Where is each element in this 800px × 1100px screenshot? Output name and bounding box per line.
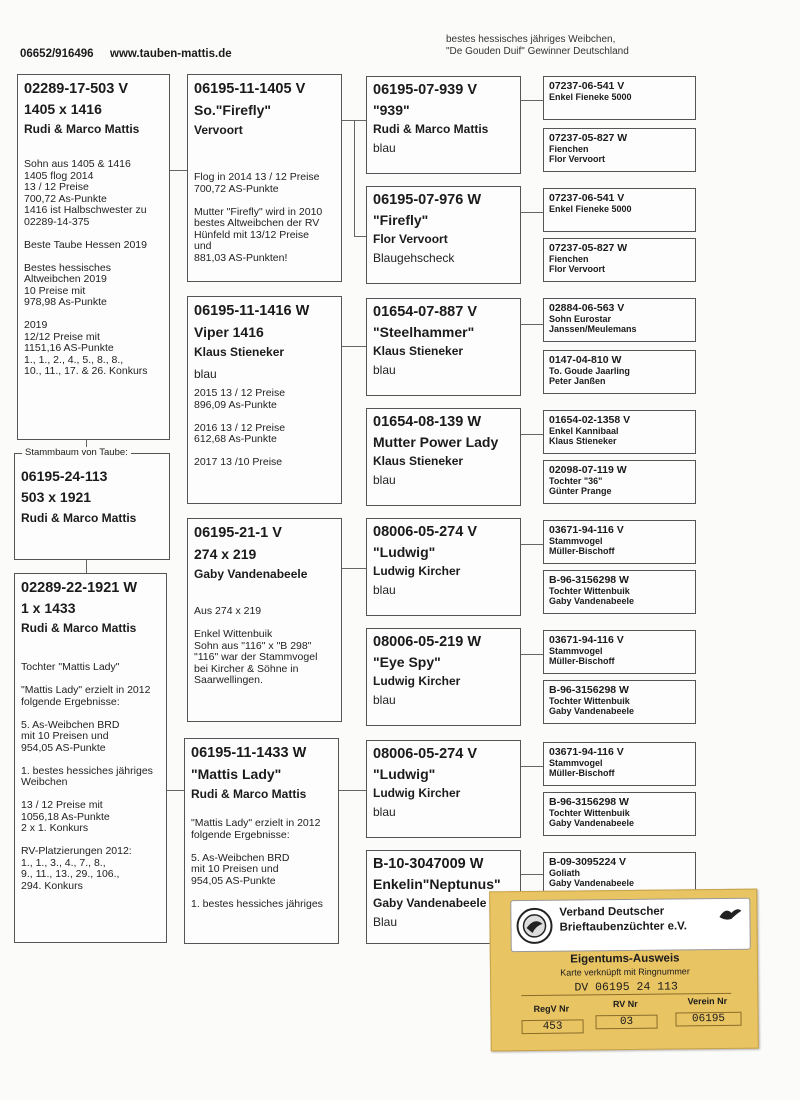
- gen4-11-id: 03671-94-116 V: [549, 634, 624, 646]
- gen3-7-color: blau: [373, 805, 396, 819]
- dam-id: 02289-22-1921 W: [21, 580, 138, 596]
- gen3-6-color: blau: [373, 693, 396, 707]
- gen4-box-10: [543, 570, 696, 614]
- gen4-6-id: 0147-04-810 W: [549, 354, 622, 366]
- gen4-box-12: [543, 680, 696, 724]
- gen3-8-id: B-10-3047009 W: [373, 856, 484, 872]
- subject-id: 06195-24-113: [21, 468, 108, 484]
- sire-name: 1405 x 1416: [24, 101, 102, 117]
- gen4-box-8: [543, 460, 696, 504]
- gen3-6-breeder: Ludwig Kircher: [373, 674, 461, 688]
- gen3-7-breeder: Ludwig Kircher: [373, 786, 461, 800]
- gen3-7-id: 08006-05-274 V: [373, 746, 477, 762]
- connector: [521, 766, 543, 767]
- gen3-1-color: blau: [373, 141, 396, 155]
- gsp-breeder: Vervoort: [194, 123, 243, 137]
- sire-notes: Sohn aus 1405 & 1416 1405 flog 2014 13 / 12 Preise 700,72 As-Punkte 1416 ist Halbschwester zu 02289-14-375 Beste Taube Hessen 2019 Bestes hessisches Altweibchen 2019 10 Preise mit 978,98 As-Punkte 2019 12/12 Preise mit 1151,16 AS-Punkte 1., 1., 2., 4., 5., 8., 8., 10., 11., 17. & 26. Konkurs: [24, 158, 148, 377]
- gen4-box-1: [543, 76, 696, 120]
- connector: [167, 790, 184, 791]
- gen4-box-9: [543, 520, 696, 564]
- connector: [86, 560, 87, 573]
- gen3-1-breeder: Rudi & Marco Mattis: [373, 122, 489, 136]
- gen4-box-11: [543, 630, 696, 674]
- gen4-5-id: 02884-06-563 V: [549, 302, 625, 314]
- gen3-box-6: [366, 628, 521, 726]
- connector: [521, 874, 543, 875]
- gen4-box-13: [543, 742, 696, 786]
- gdm-notes: "Mattis Lady" erzielt in 2012 folgende Ergebnisse: 5. As-Weibchen BRD mit 10 Preisen und 954,05 AS-Punkte 1. bestes hessiches jähriges: [191, 817, 323, 910]
- gen4-box-6: [543, 350, 696, 394]
- gdp-color: blau: [194, 367, 217, 381]
- gen4-1-desc: Enkel Fieneke 5000: [549, 92, 632, 102]
- subject-name: 503 x 1921: [21, 489, 92, 505]
- card-header: [510, 898, 751, 953]
- gen3-4-color: blau: [373, 473, 396, 487]
- card-rv-label: RV Nr: [612, 998, 638, 1010]
- dam-box: [14, 573, 167, 943]
- gsm-breeder: Gaby Vandenabeele: [194, 567, 308, 581]
- gen4-15-desc: Goliath Gaby Vandenabeele: [549, 868, 635, 888]
- card-verein-value: 06195: [675, 1012, 741, 1027]
- gen3-2-id: 06195-07-976 W: [373, 192, 482, 208]
- gen3-3-breeder: Klaus Stieneker: [373, 344, 464, 358]
- gen4-8-desc: Tochter "36" Günter Prange: [549, 476, 612, 496]
- dam-notes: Tochter "Mattis Lady" "Mattis Lady" erzielt in 2012 folgende Ergebnisse: 5. As-Weibchen BRD mit 10 Preisen und 954,05 AS-Punkte 1. bestes hessiches jähriges Weibchen 13 / 12 Preise mit 1056,18 As-Punkte 2 x 1. Konkurs RV-Platzierungen 2012: 1., 1., 3., 4., 7., 8., 9., 11., 13., 29., 106., 294. Konkurs: [21, 661, 153, 892]
- connector: [521, 100, 543, 101]
- sire-breeder: Rudi & Marco Mattis: [24, 122, 140, 136]
- gdp-name: Viper 1416: [194, 324, 264, 340]
- card-org-line1: Verband Deutscher: [559, 905, 665, 919]
- gen3-box-1: [366, 76, 521, 174]
- gdm-id: 06195-11-1433 W: [191, 745, 307, 761]
- card-ring-number: DV 06195 24 113: [521, 980, 731, 996]
- gsp-id: 06195-11-1405 V: [194, 81, 306, 97]
- gen3-3-color: blau: [373, 363, 396, 377]
- connector: [170, 170, 187, 171]
- gen4-12-id: B-96-3156298 W: [549, 684, 629, 696]
- gen4-9-id: 03671-94-116 V: [549, 524, 624, 536]
- gen3-box-2: [366, 186, 521, 284]
- gen4-15-id: B-09-3095224 V: [549, 856, 627, 868]
- subject-breeder: Rudi & Marco Mattis: [21, 511, 137, 525]
- gsm-id: 06195-21-1 V: [194, 525, 282, 541]
- gen3-4-breeder: Klaus Stieneker: [373, 454, 464, 468]
- gen4-8-id: 02098-07-119 W: [549, 464, 627, 476]
- sire-box: [17, 74, 170, 440]
- gen3-2-breeder: Flor Vervoort: [373, 232, 448, 246]
- gen4-6-desc: To. Goude Jaarling Peter Janßen: [549, 366, 630, 386]
- card-rv-value: 03: [595, 1015, 657, 1030]
- gen4-2-desc: Flor Vervoort: [549, 154, 606, 164]
- card-subtitle: Karte verknüpft mit Ringnummer: [560, 966, 690, 978]
- header-note-2: "De Gouden Duif" Gewinner Deutschland: [446, 46, 629, 57]
- granddam-paternal-box: [187, 296, 342, 504]
- gen4-3-desc: Enkel Fieneke 5000: [549, 204, 632, 214]
- gen4-box-5: [543, 298, 696, 342]
- connector: [521, 212, 543, 213]
- gen4-box-7: [543, 410, 696, 454]
- gdp-id: 06195-11-1416 W: [194, 303, 310, 319]
- gen4-2-id: 07237-05-827 W: [549, 132, 628, 144]
- connector: [354, 120, 355, 236]
- card-verein-label: Verein Nr: [687, 995, 728, 1007]
- gen3-1-name: "939": [373, 102, 410, 118]
- subject-box: [14, 453, 170, 560]
- gen3-5-name: "Ludwig": [373, 544, 436, 560]
- gdp-notes: 2015 13 / 12 Preise 896,09 As-Punkte 2016 13 / 12 Preise 612,68 As-Punkte 2017 13 /10 Preise: [194, 387, 286, 468]
- gen3-box-3: [366, 298, 521, 396]
- card-regv-label: RegV Nr: [533, 1003, 570, 1014]
- gen4-4-desc: Fienchen Flor Vervoort: [549, 254, 606, 274]
- gen4-2-extra: Fienchen: [549, 144, 589, 154]
- gsp-notes: Flog in 2014 13 / 12 Preise 700,72 AS-Punkte Mutter "Firefly" wird in 2010 bestes Altweibchen der RV Hünfeld mit 13/12 Preise und 881,03 AS-Punkten!: [194, 171, 323, 264]
- gen4-3-id: 07237-06-541 V: [549, 192, 625, 204]
- gen3-5-breeder: Ludwig Kircher: [373, 564, 461, 578]
- gen3-5-color: blau: [373, 583, 396, 597]
- gen3-8-color: Blau: [373, 915, 398, 929]
- gen3-8-breeder: Gaby Vandenabeele: [373, 896, 487, 910]
- gen4-12-desc: Tochter Wittenbuik Gaby Vandenabeele: [549, 696, 635, 716]
- gen3-1-id: 06195-07-939 V: [373, 82, 477, 98]
- gsm-name: 274 x 219: [194, 546, 257, 562]
- connector: [521, 434, 543, 435]
- connector: [342, 346, 366, 347]
- gen4-7-desc: Enkel Kannibaal Klaus Stieneker: [549, 426, 619, 446]
- gen4-14-desc: Tochter Wittenbuik Gaby Vandenabeele: [549, 808, 635, 828]
- connector: [521, 324, 543, 325]
- connector: [521, 544, 543, 545]
- gen4-box-2: [543, 128, 696, 172]
- gen4-1-id: 07237-06-541 V: [549, 80, 625, 92]
- gen3-4-id: 01654-08-139 W: [373, 414, 482, 430]
- gdm-name: "Mattis Lady": [191, 766, 282, 782]
- subject-label: Stammbaum von Taube:: [22, 447, 131, 458]
- granddam-maternal-box: [184, 738, 339, 944]
- gen4-13-desc: Stammvogel Müller-Bischoff: [549, 758, 615, 778]
- gen3-7-name: "Ludwig": [373, 766, 436, 782]
- gen4-11-desc: Stammvogel Müller-Bischoff: [549, 646, 615, 666]
- website-link[interactable]: www.tauben-mattis.de: [110, 48, 232, 60]
- connector: [342, 568, 366, 569]
- gen3-5-id: 08006-05-274 V: [373, 524, 477, 540]
- gen4-box-14: [543, 792, 696, 836]
- connector: [354, 236, 366, 237]
- gsm-notes: Aus 274 x 219 Enkel Wittenbuik Sohn aus "116" x "B 298" "116" war der Stammvogel bei Kircher & Söhne in Saarwellingen.: [194, 605, 318, 686]
- card-org-line2: Brieftaubenzüchter e.V.: [559, 920, 687, 934]
- gen4-box-4: [543, 238, 696, 282]
- gen3-4-name: Mutter Power Lady: [373, 434, 499, 450]
- gen4-box-3: [543, 188, 696, 232]
- gen4-7-id: 01654-02-1358 V: [549, 414, 631, 426]
- header-note-1: bestes hessisches jähriges Weibchen,: [446, 34, 616, 45]
- gen3-2-color: Blaugehscheck: [373, 251, 455, 265]
- gdm-breeder: Rudi & Marco Mattis: [191, 787, 307, 801]
- connector: [339, 790, 366, 791]
- gen4-9-desc: Stammvogel Müller-Bischoff: [549, 536, 615, 556]
- gen4-10-id: B-96-3156298 W: [549, 574, 629, 586]
- grandsire-maternal-box: [187, 518, 342, 722]
- grandsire-paternal-box: [187, 74, 342, 282]
- gen3-3-name: "Steelhammer": [373, 324, 475, 340]
- connector: [521, 654, 543, 655]
- gen4-13-id: 03671-94-116 V: [549, 746, 624, 758]
- gen3-box-4: [366, 408, 521, 506]
- gdp-breeder: Klaus Stieneker: [194, 345, 285, 359]
- gen3-6-id: 08006-05-219 W: [373, 634, 482, 650]
- bird-emblem-icon: [717, 905, 743, 923]
- gen4-5-desc: Sohn Eurostar Janssen/Meulemans: [549, 314, 637, 334]
- gen3-2-name: "Firefly": [373, 212, 429, 228]
- phone-number: 06652/916496: [20, 48, 94, 60]
- dam-name: 1 x 1433: [21, 600, 76, 616]
- gsp-name: So."Firefly": [194, 102, 272, 118]
- gen3-box-5: [366, 518, 521, 616]
- gen4-14-id: B-96-3156298 W: [549, 796, 629, 808]
- sire-id: 02289-17-503 V: [24, 81, 128, 97]
- pigeon-logo-icon: [515, 907, 553, 945]
- gen3-6-name: "Eye Spy": [373, 654, 441, 670]
- gen4-10-desc: Tochter Wittenbuik Gaby Vandenabeele: [549, 586, 635, 606]
- gen3-8-name: Enkelin"Neptunus": [373, 876, 501, 892]
- card-title: Eigentums-Ausweis: [570, 952, 680, 966]
- dam-breeder: Rudi & Marco Mattis: [21, 621, 137, 635]
- gen4-4-id: 07237-05-827 W: [549, 242, 628, 254]
- gen3-box-7: [366, 740, 521, 838]
- card-regv-value: 453: [522, 1019, 584, 1034]
- ownership-card: [489, 889, 759, 1052]
- gen3-3-id: 01654-07-887 V: [373, 304, 477, 320]
